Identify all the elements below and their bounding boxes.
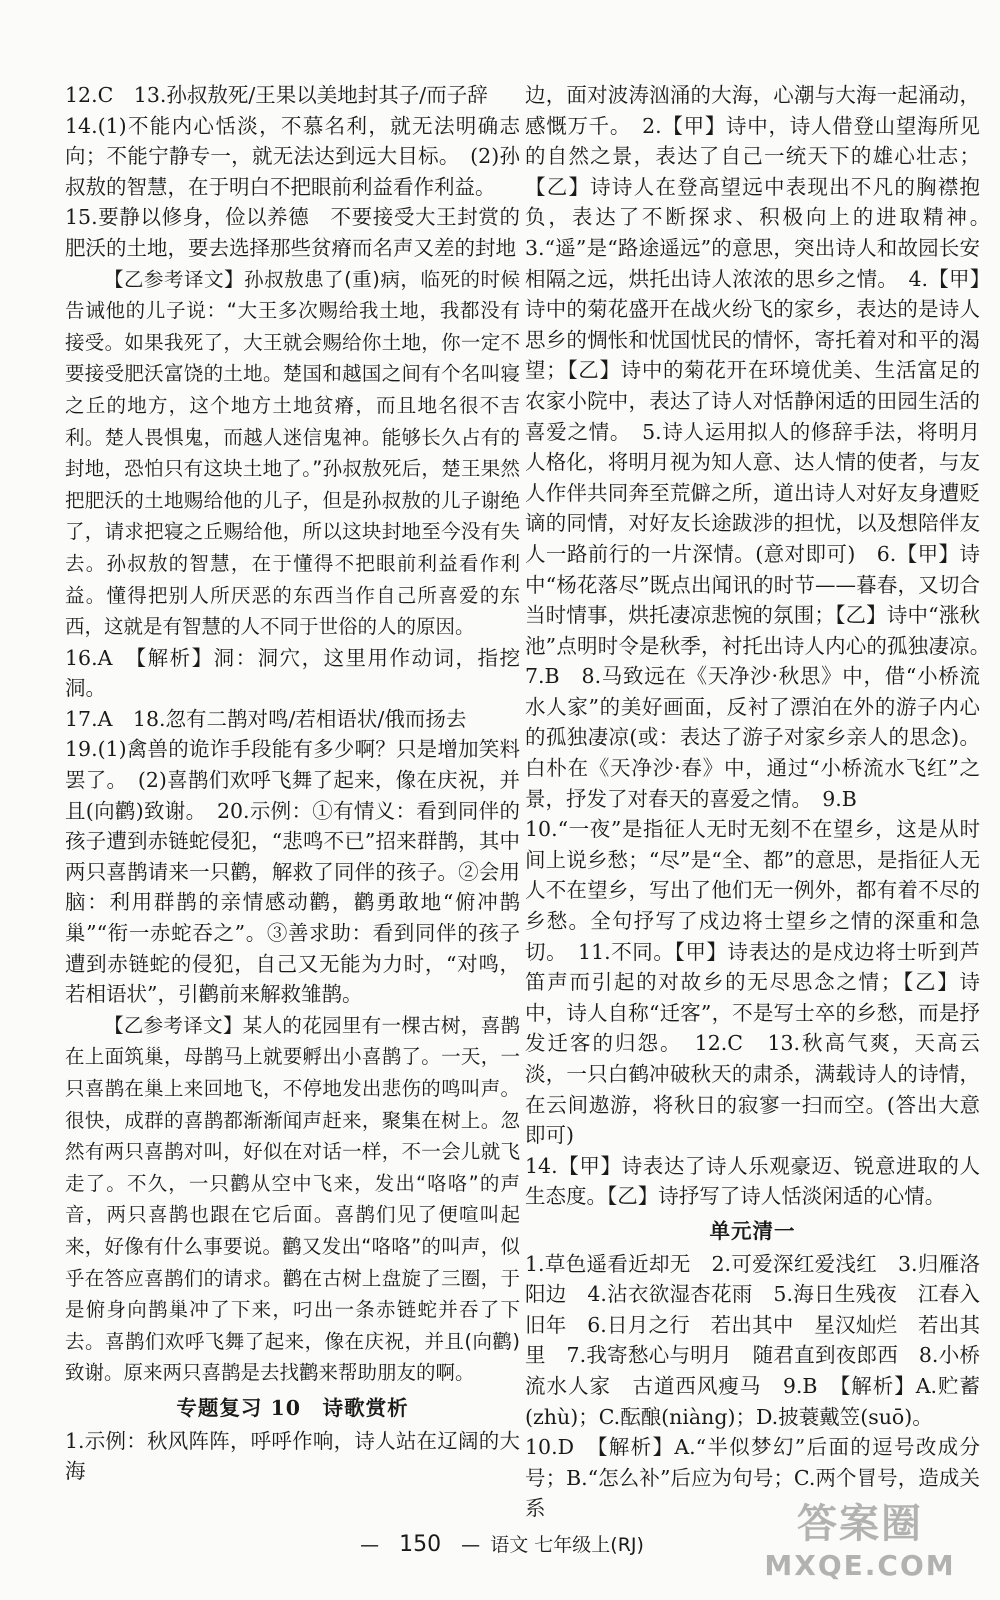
translation-b-2: 【乙参考译文】某人的花园里有一棵古树，喜鹊在上面筑巢，母鹊马上就要孵出小喜鹊了。一天，一只喜鹊在巢上来回地飞，不停地发出悲伤的鸣叫声。很快，成群的喜鹊都渐渐闻声赶来，聚集在树上。忽然有两只喜鹊对叫，好似在对话一样，不一会儿就飞走了。不久，一只鹳从空中飞来，发出“咯咯”的声音，两只喜鹊也跟在它后面。喜鹊们见了便喧叫起来，好像有什么事要说。鹳又发出“咯咯”的叫声，似乎在答应喜鹊们的请求。鹳在古树上盘旋了三圈，于是俯身向鹊巢冲了下来，叼出一条赤链蛇并吞了下去。喜鹊们欢呼飞舞了起来，像在庆祝，并且(向鹳)致谢。原来两只喜鹊是去找鹳来帮助朋友的啊。: [65, 1013, 520, 1385]
answer-15: 15.要静以修身，俭以养德 不要接受大王封赏的肥沃的土地，要去选择那些贫瘠而名声又差的封地: [65, 205, 520, 260]
answer-19-20: 19.(1)禽兽的诡诈手段能有多少啊？只是增加笑料罢了。 (2)喜鹊们欢呼飞舞了起来，像在庆祝，并且(向鹳)致谢。 20.示例：①有情义：看到同伴的孩子遭到赤链蛇侵犯，“悲鸣不已”招来群鹊，其中两只喜鹊请来一只鹳，解救了同伴的孩子。②会用脑：利用群鹊的亲情感动鹳，鹳勇敢地“俯冲鹊巢”“衔一赤蛇吞之”。③善求助：看到同伴的孩子遭到赤链蛇的侵犯，自己又无能为力时，“对鸣，若相语状”，引鹳前来解救雏鹊。: [65, 737, 520, 1007]
answer-14: 14.(1)不能内心恬淡，不慕名利，就无法明确志向；不能宁静专一，就无法达到远大目标。 (2)孙叔敖的智慧，在于明白不把眼前利益看作利益。: [65, 113, 520, 199]
watermark: [750, 1492, 970, 1582]
section-heading-unit: 单元清一: [709, 1218, 796, 1243]
section-heading-poetry: 专题复习 10 诗歌赏析: [176, 1395, 409, 1420]
watermark-logo: 答案圈: [797, 1501, 923, 1547]
poetry-answers-10-13: 10.“一夜”是指征人无时无刻不在望乡，这是从时间上说乡愁；“尽”是“全、都”的意思，是指征人无人不在望乡，写出了他们无一例外，都有着不尽的乡愁。全句抒写了戍边将士望乡之情的深重和急切。 11.不同。【甲】诗表达的是戍边将士听到芦笛声而引起的对故乡的无尽思念之情；【乙】诗中，诗人自称“迁客”，不是写士卒的乡愁，而是抒发迁客的归怨。 12.C 13.秋高气爽，天高云淡，一只白鹤冲破秋天的肃杀，满载诗人的诗情，在云间遨游，将秋日的寂寥一扫而空。(答出大意即可): [525, 817, 980, 1148]
poetry-answers-1-9: 边，面对波涛汹涌的大海，心潮与大海一起涌动，感慨万千。 2.【甲】诗中，诗人借登山望海所见的自然之景，表达了自己一统天下的雄心壮志；【乙】诗诗人在登高望远中表现出不凡的胸襟抱负，表达了不断探求、积极向上的进取精神。 3.“遥”是“路途遥远”的意思，突出诗人和故园长安相隔之远，烘托出诗人浓浓的思乡之情。 4.【甲】诗中的菊花盛开在战火纷飞的家乡，表达的是诗人思乡的惆怅和忧国忧民的情怀，寄托着对和平的渴望；【乙】诗中的菊花开在环境优美、生活富足的农家小院中，表达了诗人对恬静闲适的田园生活的喜爱之情。 5.诗人运用拟人的修辞手法，将明月人格化，将明月视为知人意、达人情的使者，与友人作伴共同奔至荒僻之所，道出诗人对好友身遭贬谪的同情，对好友长途跋涉的担忧，以及想陪伴友人一路前行的一片深情。(意对即可) 6.【甲】诗中“杨花落尽”既点出闻讯的时节——暮春，又切合当时情事，烘托凄凉悲惋的氛围；【乙】诗中“涨秋池”点明时令是秋季，衬托出诗人内心的孤独凄凉。 7.B 8.马致远在《天净沙·秋思》中，借“小桥流水人家”的美好画面，反衬了漂泊在外的游子内心的孤独凄凉(或：表达了游子对家乡亲人的思念)。白朴在《天净沙·春》中，通过“小桥流水飞红”之景，抒发了对春天的喜爱之情。 9.B: [525, 83, 1000, 811]
answer-17-18: 17.A 18.忽有二鹊对鸣/若相语状/俄而扬去: [65, 706, 467, 731]
answer-16: 16.A 【解析】洞：洞穴，这里用作动词，指挖洞。: [65, 645, 520, 701]
unit-answers-1-9: 1.草色遥看近却无 2.可爱深红爱浅红 3.归雁洛阳边 4.沾衣欲湿杏花雨 5.海日生残夜 江春入旧年 6.日月之行 若出其中 星汉灿烂 若出其里 7.我寄愁心与明月 随君直到夜郎西 8.小桥流水人家 古道西风瘦马 9.B 【解析】A.贮蓄(zhù)；C.酝酿(niàng)；D.披蓑戴笠(suō)。: [525, 1251, 980, 1429]
translation-b-1: 【乙参考译文】孙叔敖患了(重)病，临死的时候告诫他的儿子说：“大王多次赐给我土地，我都没有接受。如果我死了，大王就会赐给你土地，你一定不要接受肥沃富饶的土地。楚国和越国之间有个名叫寝之丘的地方，这个地方土地贫瘠，而且地名很不吉利。楚人畏惧鬼，而越人迷信鬼神。能够长久占有的封地，恐怕只有这块土地了。”孙叔敖死后，楚王果然把肥沃的土地赐给他的儿子，但是孙叔敖的儿子谢绝了，请求把寝之丘赐给他，所以这块封地至今没有失去。孙叔敖的智慧，在于懂得不把眼前利益看作利益。懂得把别人所厌恶的东西当作自己所喜爱的东西，这就是有智慧的人不同于世俗的人的原因。: [65, 267, 520, 639]
footer-dash-right: —: [461, 1534, 481, 1556]
footer-grade: 七年级上(RJ): [534, 1534, 644, 1556]
poetry-answer-1: 1.示例：秋风阵阵，呼呼作响，诗人站在辽阔的大海: [65, 1428, 520, 1484]
unit-answer-10: 10.D 【解析】A.“半似梦幻”后面的逗号改成分号；B.“怎么补”后应为句号；C.两个冒号，造成关系: [525, 1435, 980, 1521]
footer-subject: 语文: [490, 1534, 529, 1556]
left-column: [65, 80, 520, 1487]
watermark-url: MXQE.COM: [764, 1549, 956, 1582]
poetry-answer-14: 14.【甲】诗表达了诗人乐观豪迈、锐意进取的人生态度。【乙】诗抒写了诗人恬淡闲适的心情。: [525, 1153, 980, 1209]
footer-dash-left: —: [360, 1534, 380, 1556]
page-number: 150: [399, 1532, 442, 1557]
answer-12-13: 12.C 13.孙叔敖死/王果以美地封其子/而子辞: [65, 83, 488, 107]
right-column: [525, 80, 1000, 1524]
